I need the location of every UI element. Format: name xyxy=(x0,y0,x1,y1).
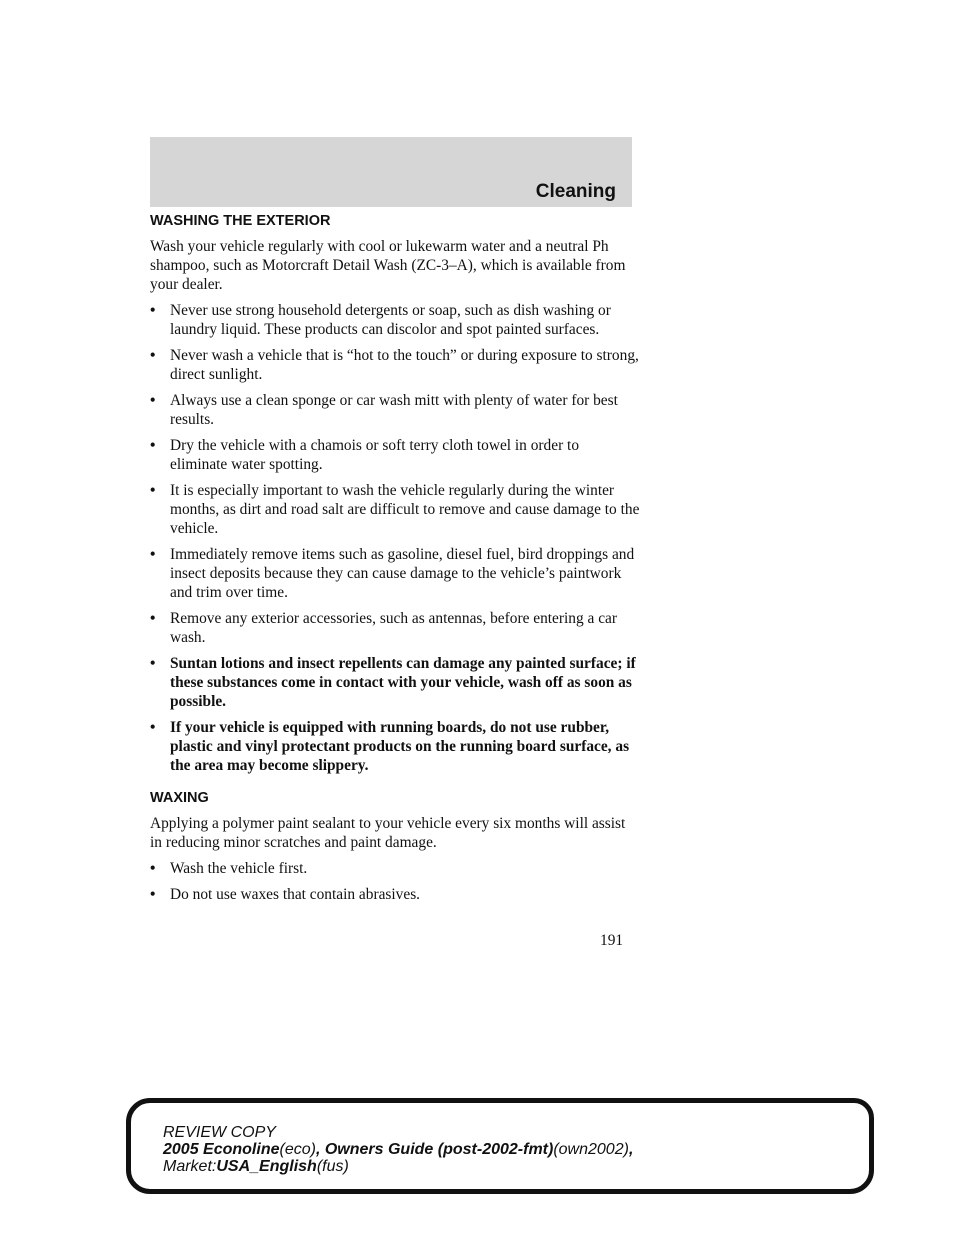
page-content xyxy=(150,212,640,911)
list-item: • Always use a clean sponge or car wash mitt with plenty of water for best results. xyxy=(150,392,618,428)
review-copy-footer-text xyxy=(163,1124,633,1175)
bullet-icon: • xyxy=(150,392,156,409)
section-header-band xyxy=(150,137,632,207)
bullet-icon: • xyxy=(150,610,156,627)
list-item: • Dry the vehicle with a chamois or soft terry cloth towel in order to eliminate water spotting. xyxy=(150,437,580,473)
footer-model-line: 2005 Econoline(eco), Owners Guide (post-2002-fmt)(own2002), xyxy=(163,1141,634,1158)
bullet-icon: • xyxy=(150,302,156,319)
page-number: 191 xyxy=(600,932,624,949)
bullet-icon: • xyxy=(150,482,156,499)
list-item: • Immediately remove items such as gasoline, diesel fuel, bird droppings and insect deposits because they can cause damage to the vehicle’s paintwork and trim over time. xyxy=(150,546,635,601)
washing-intro: Wash your vehicle regularly with cool or lukewarm water and a neutral Ph shampoo, such as Motorcraft Detail Wash (ZC-3–A), which is available from your dealer. xyxy=(150,238,626,293)
waxing-bullet-list xyxy=(150,859,640,904)
washing-bullet-list xyxy=(150,301,640,775)
section-title: Cleaning xyxy=(535,181,616,202)
footer-market-line: Market:USA_English(fus) xyxy=(163,1158,349,1175)
list-item: • Never use strong household detergents or soap, such as dish washing or laundry liquid. These products can discolor and spot painted surfaces. xyxy=(150,302,611,338)
bullet-icon: • xyxy=(150,860,156,877)
list-item: • It is especially important to wash the vehicle regularly during the winter months, as dirt and road salt are difficult to remove and cause damage to the vehicle. xyxy=(150,482,640,537)
heading-washing-exterior: WASHING THE EXTERIOR xyxy=(150,213,331,229)
bullet-icon: • xyxy=(150,546,156,563)
list-item: • Remove any exterior accessories, such as antennas, before entering a car wash. xyxy=(150,610,617,646)
heading-waxing: WAXING xyxy=(150,790,209,806)
bullet-icon: • xyxy=(150,347,156,364)
footer-review-copy: REVIEW COPY xyxy=(163,1124,276,1141)
warning-list-item: • If your vehicle is equipped with running boards, do not use rubber, plastic and vinyl protectant products on the running board surface, as the area may become slippery. xyxy=(150,719,630,774)
bullet-icon: • xyxy=(150,437,156,454)
list-item: • Do not use waxes that contain abrasives. xyxy=(150,886,421,903)
bullet-icon: • xyxy=(150,886,156,903)
bullet-icon: • xyxy=(150,719,156,736)
list-item: • Wash the vehicle first. xyxy=(150,860,308,877)
bullet-icon: • xyxy=(150,655,156,672)
waxing-intro: Applying a polymer paint sealant to your vehicle every six months will assist in reducing minor scratches and paint damage. xyxy=(150,815,626,851)
warning-list-item: • Suntan lotions and insect repellents can damage any painted surface; if these substances come in contact with your vehicle, wash off as soon as possible. xyxy=(150,655,636,710)
list-item: • Never wash a vehicle that is “hot to the touch” or during exposure to strong, direct sunlight. xyxy=(150,347,639,383)
